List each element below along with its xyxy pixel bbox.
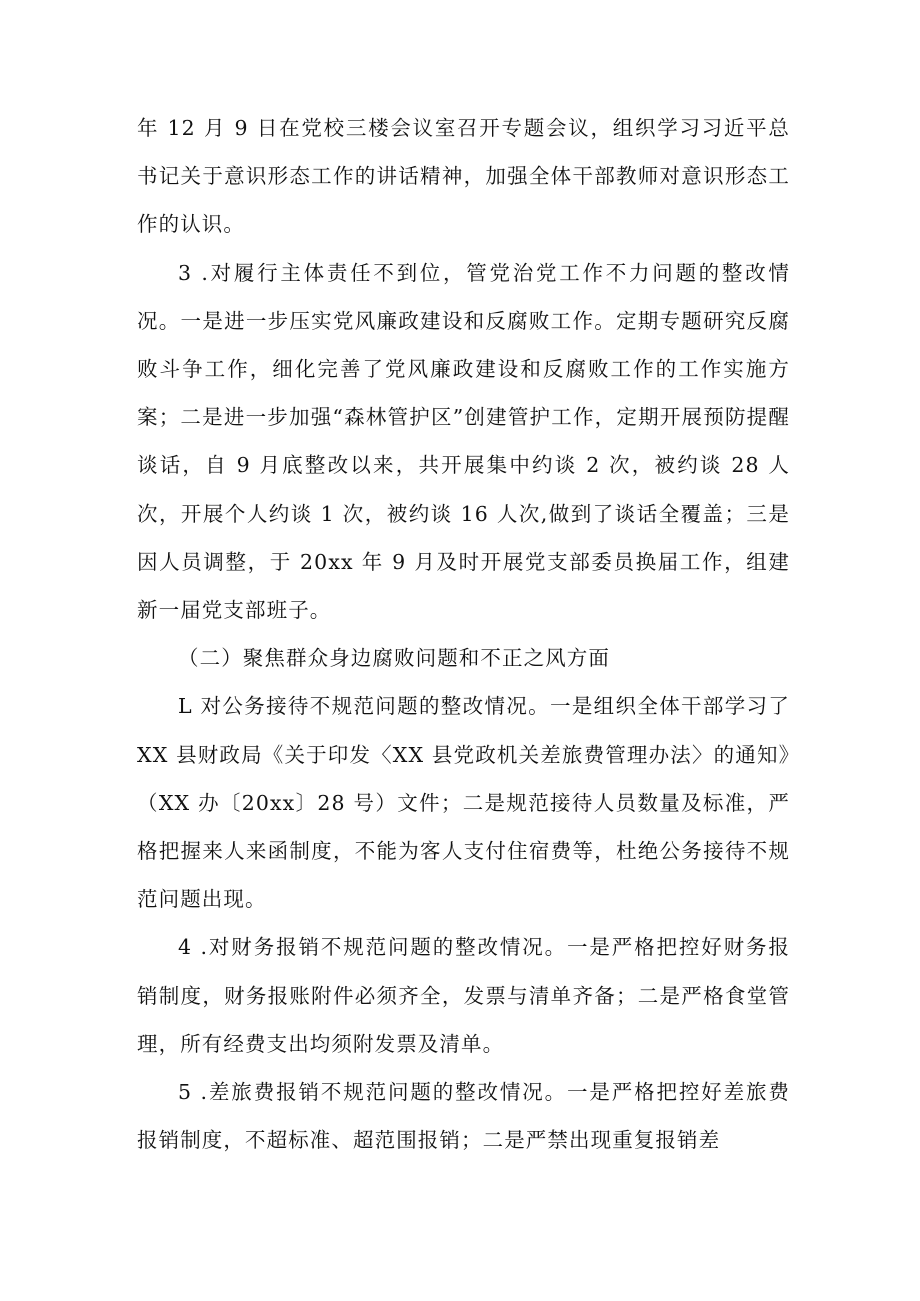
paragraph-item-4: 4 .对财务报销不规范问题的整改情况。一是严格把控好财务报销制度，财务报账附件必须齐全，发票与清单齐备；二是严格食堂管理，所有经费支出均须附发票及清单。 xyxy=(137,935,790,1056)
paragraph-item-5: 5 .差旅费报销不规范问题的整改情况。一是严格把控好差旅费报销制度，不超标准、超范围报销；二是严禁出现重复报销差 xyxy=(137,1080,790,1153)
document-body xyxy=(137,104,790,1164)
paragraph-continuation: 年 12 月 9 日在党校三楼会议室召开专题会议，组织学习习近平总书记关于意识形态工作的讲话精神，加强全体干部教师对意识形态工作的认识。 xyxy=(137,116,790,237)
paragraph-item-l: L 对公务接待不规范问题的整改情况。一是组织全体干部学习了 XX 县财政局《关于印发〈XX 县党政机关差旅费管理办法〉的通知》（XX 办〔20xx〕28 号）文件；二是规范接待人员数量及标准，严格把握来人来函制度，不能为客人支付住宿费等，杜绝公务接待不规范问题出现。 xyxy=(137,694,790,912)
paragraph-item-3: 3 .对履行主体责任不到位，管党治党工作不力问题的整改情况。一是进一步压实党风廉政建设和反腐败工作。定期专题研究反腐败斗争工作，细化完善了党风廉政建设和反腐败工作的工作实施方案；二是进一步加强“森林管护区”创建管护工作，定期开展预防提醒谈话，自 9 月底整改以来，共开展集中约谈 2 次，被约谈 28 人次，开展个人约谈 1 次，被约谈 16 人次,做到了谈话全覆盖；三是因人员调整，于 20xx 年 9 月及时开展党支部委员换届工作，组建新一届党支部班子。 xyxy=(137,260,790,623)
section-heading-2: （二）聚焦群众身边腐败问题和不正之风方面 xyxy=(178,646,610,671)
